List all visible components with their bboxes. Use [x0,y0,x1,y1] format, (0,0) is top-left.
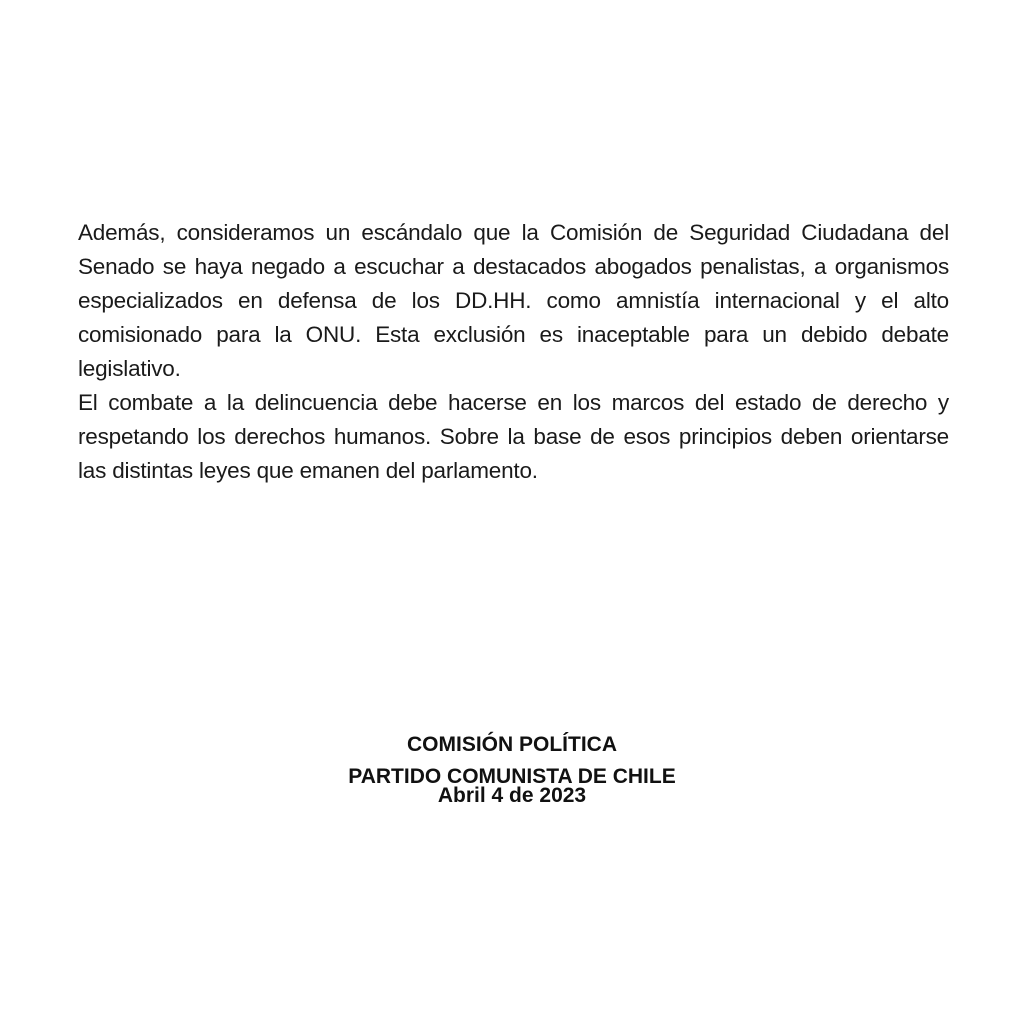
statement-body [78,216,949,488]
paragraph-2: El combate a la delincuencia debe hacerse en los marcos del estado de derecho y respetando los derechos humanos. Sobre la base de esos principios deben orientarse las distintas leyes que emanen del parlamento. [78,390,949,483]
signature-party: PARTIDO COMUNISTA DE CHILE [348,765,676,788]
signature-block [0,730,1024,806]
signature-date: Abril 4 de 2023 [437,784,587,807]
paragraph-1: Además, consideramos un escándalo que la Comisión de Seguridad Ciudadana del Senado se haya negado a escuchar a destacados abogados penalistas, a organismos especializados en defensa de los DD.HH. como amnistía internacional y el alto comisionado para la ONU. Esta exclusión es inaceptable para un debido debate legislativo. [78,220,949,381]
signature-commission: COMISIÓN POLÍTICA [407,733,617,756]
